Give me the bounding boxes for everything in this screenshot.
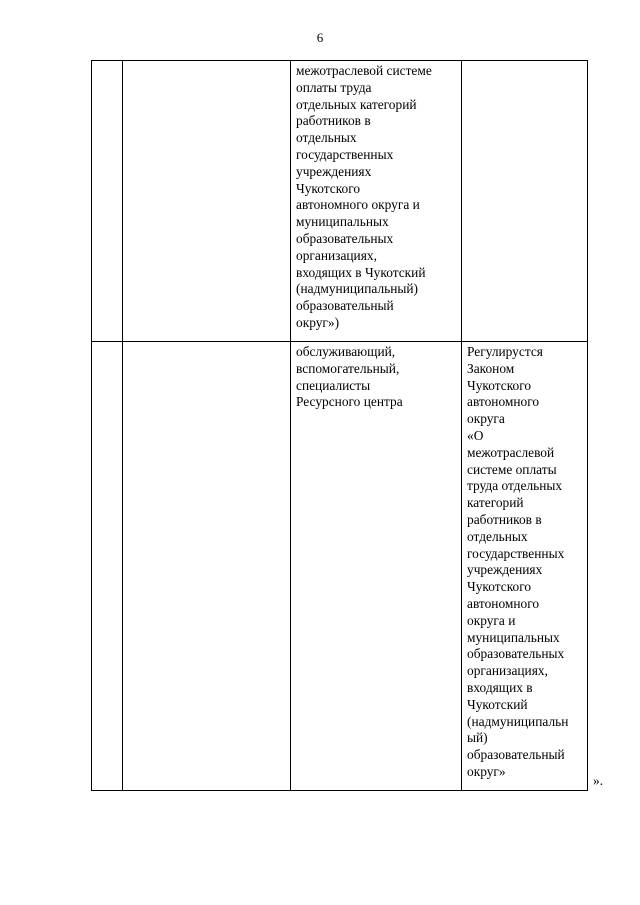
regulation-table xyxy=(91,60,588,791)
table-cell-staff-category: обслуживающий, вспомогательный, специалисты Ресурсного центра xyxy=(291,342,462,791)
table-row xyxy=(92,61,588,342)
closing-quote-mark: ». xyxy=(593,773,604,788)
table-cell-institution xyxy=(123,61,291,342)
table-cell-number xyxy=(92,61,123,342)
table-cell-institution xyxy=(123,342,291,791)
table-cell-regulation: Регулирустся Законом Чукотского автономного округа «О межотраслевой системе оплаты труда отдельных категорий работников в отдельных государственных учреждениях Чукотского автономного округа и муниципальных образовательных организациях, входящих в Чукотский (надмуниципальн ый) образовательный округ» xyxy=(462,342,588,791)
table-row xyxy=(92,342,588,791)
table-cell-number xyxy=(92,342,123,791)
table-cell-regulation xyxy=(462,61,588,342)
page-number: 6 xyxy=(316,30,324,45)
table-cell-staff-category: межотраслевой системе оплаты труда отдельных категорий работников в отдельных государственных учреждениях Чукотского автономного округа и муниципальных образовательных организациях, входящих в Чукотский (надмуниципальный) образовательный округ») xyxy=(291,61,462,342)
